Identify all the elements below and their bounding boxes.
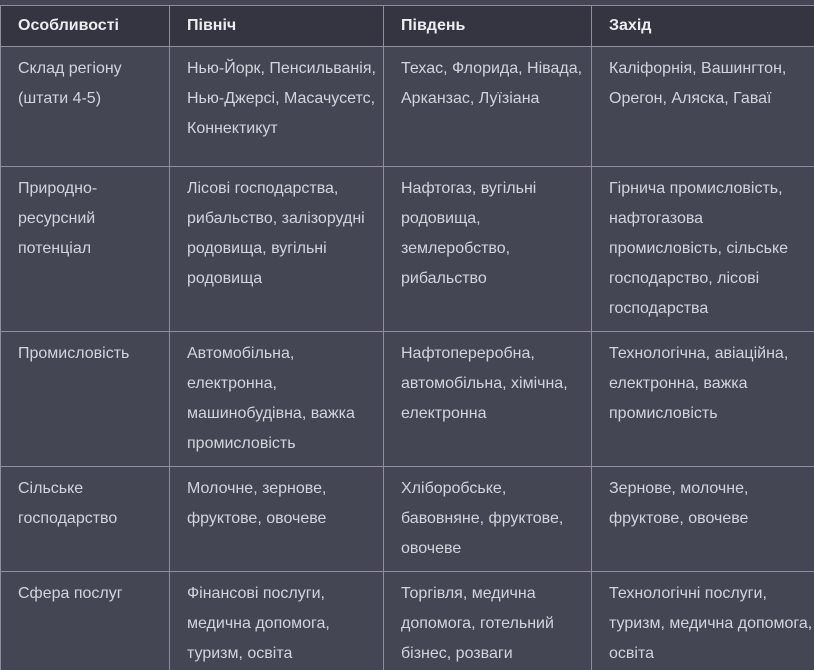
row-label: Природно-ресурсний потенціал	[1, 167, 170, 332]
cell-north: Автомобільна, електронна, машинобудівна, важка промисловість	[170, 332, 384, 467]
header-north: Північ	[170, 6, 384, 47]
cell-south: Торгівля, медична допомога, готельний бізнес, розваги	[384, 572, 592, 670]
cell-west: Технологічні послуги, туризм, медична допомога, освіта	[592, 572, 814, 670]
cell-west: Технологічна, авіаційна, електронна, важка промисловість	[592, 332, 814, 467]
cell-west: Зернове, молочне, фруктове, овочеве	[592, 467, 814, 572]
table-row	[1, 467, 814, 572]
cell-north: Фінансові послуги, медична допомога, туризм, освіта	[170, 572, 384, 670]
row-label: Сільське господарство	[1, 467, 170, 572]
row-label: Сфера послуг	[1, 572, 170, 670]
comparison-table-container	[0, 5, 814, 670]
cell-south: Хліборобське, бавовняне, фруктове, овочеве	[384, 467, 592, 572]
header-row	[1, 6, 814, 47]
header-features: Особливості	[1, 6, 170, 47]
table-row	[1, 47, 814, 167]
header-south: Південь	[384, 6, 592, 47]
table-row	[1, 572, 814, 670]
cell-north: Нью-Йорк, Пенсильванія, Нью-Джерсі, Масачусетс, Коннектикут	[170, 47, 384, 167]
table-row	[1, 332, 814, 467]
cell-north: Лісові господарства, рибальство, залізорудні родовища, вугільні родовища	[170, 167, 384, 332]
cell-north: Молочне, зернове, фруктове, овочеве	[170, 467, 384, 572]
cell-south: Нафтогаз, вугільні родовища, землеробство, рибальство	[384, 167, 592, 332]
row-label: Склад регіону (штати 4-5)	[1, 47, 170, 167]
comparison-table	[0, 5, 814, 670]
cell-west: Гірнича промисловість, нафтогазова промисловість, сільське господарство, лісові господарства	[592, 167, 814, 332]
row-label: Промисловість	[1, 332, 170, 467]
table-header	[1, 6, 814, 47]
cell-south: Техас, Флорида, Нівада, Арканзас, Луїзіана	[384, 47, 592, 167]
table-body	[1, 47, 814, 670]
cell-south: Нафтопереробна, автомобільна, хімічна, електронна	[384, 332, 592, 467]
cell-west: Каліфорнія, Вашингтон, Орегон, Аляска, Гаваї	[592, 47, 814, 167]
table-row	[1, 167, 814, 332]
header-west: Захід	[592, 6, 814, 47]
